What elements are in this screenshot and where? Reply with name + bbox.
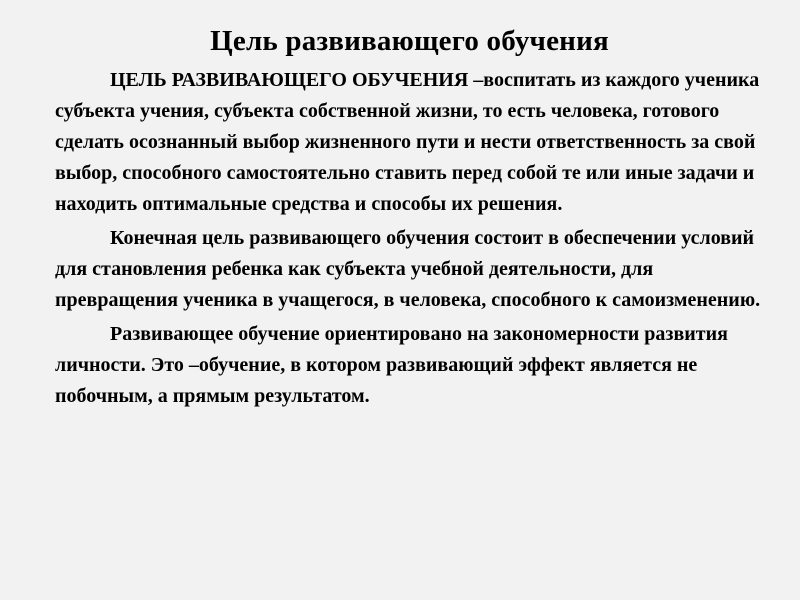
goal-definition-paragraph	[55, 65, 764, 220]
orientation-paragraph: Развивающее обучение ориентировано на закономерности развития личности. Это –обучение, в котором развивающий эффект является не побочным, а прямым результатом.	[55, 323, 728, 407]
slide-title: Цель развивающего обучения	[210, 25, 609, 57]
goal-definition-text: –воспитать из каждого ученика субъекта учения, субъекта собственной жизни, то есть человека, готового сделать осознанный выбор жизненного пути и нести ответственность за свой выбор, способного самостоятельно ставить перед собой те или иные задачи и находить оптимальные средства и способы их решения.	[55, 69, 760, 215]
final-goal-paragraph: Конечная цель развивающего обучения состоит в обеспечении условий для становления ребенка как субъекта учебной деятельности, для превращения ученика в учащегося, в человека, способного к самоизменению.	[55, 227, 761, 311]
goal-definition-lead: ЦЕЛЬ РАЗВИВАЮЩЕГО ОБУЧЕНИЯ	[110, 69, 469, 91]
